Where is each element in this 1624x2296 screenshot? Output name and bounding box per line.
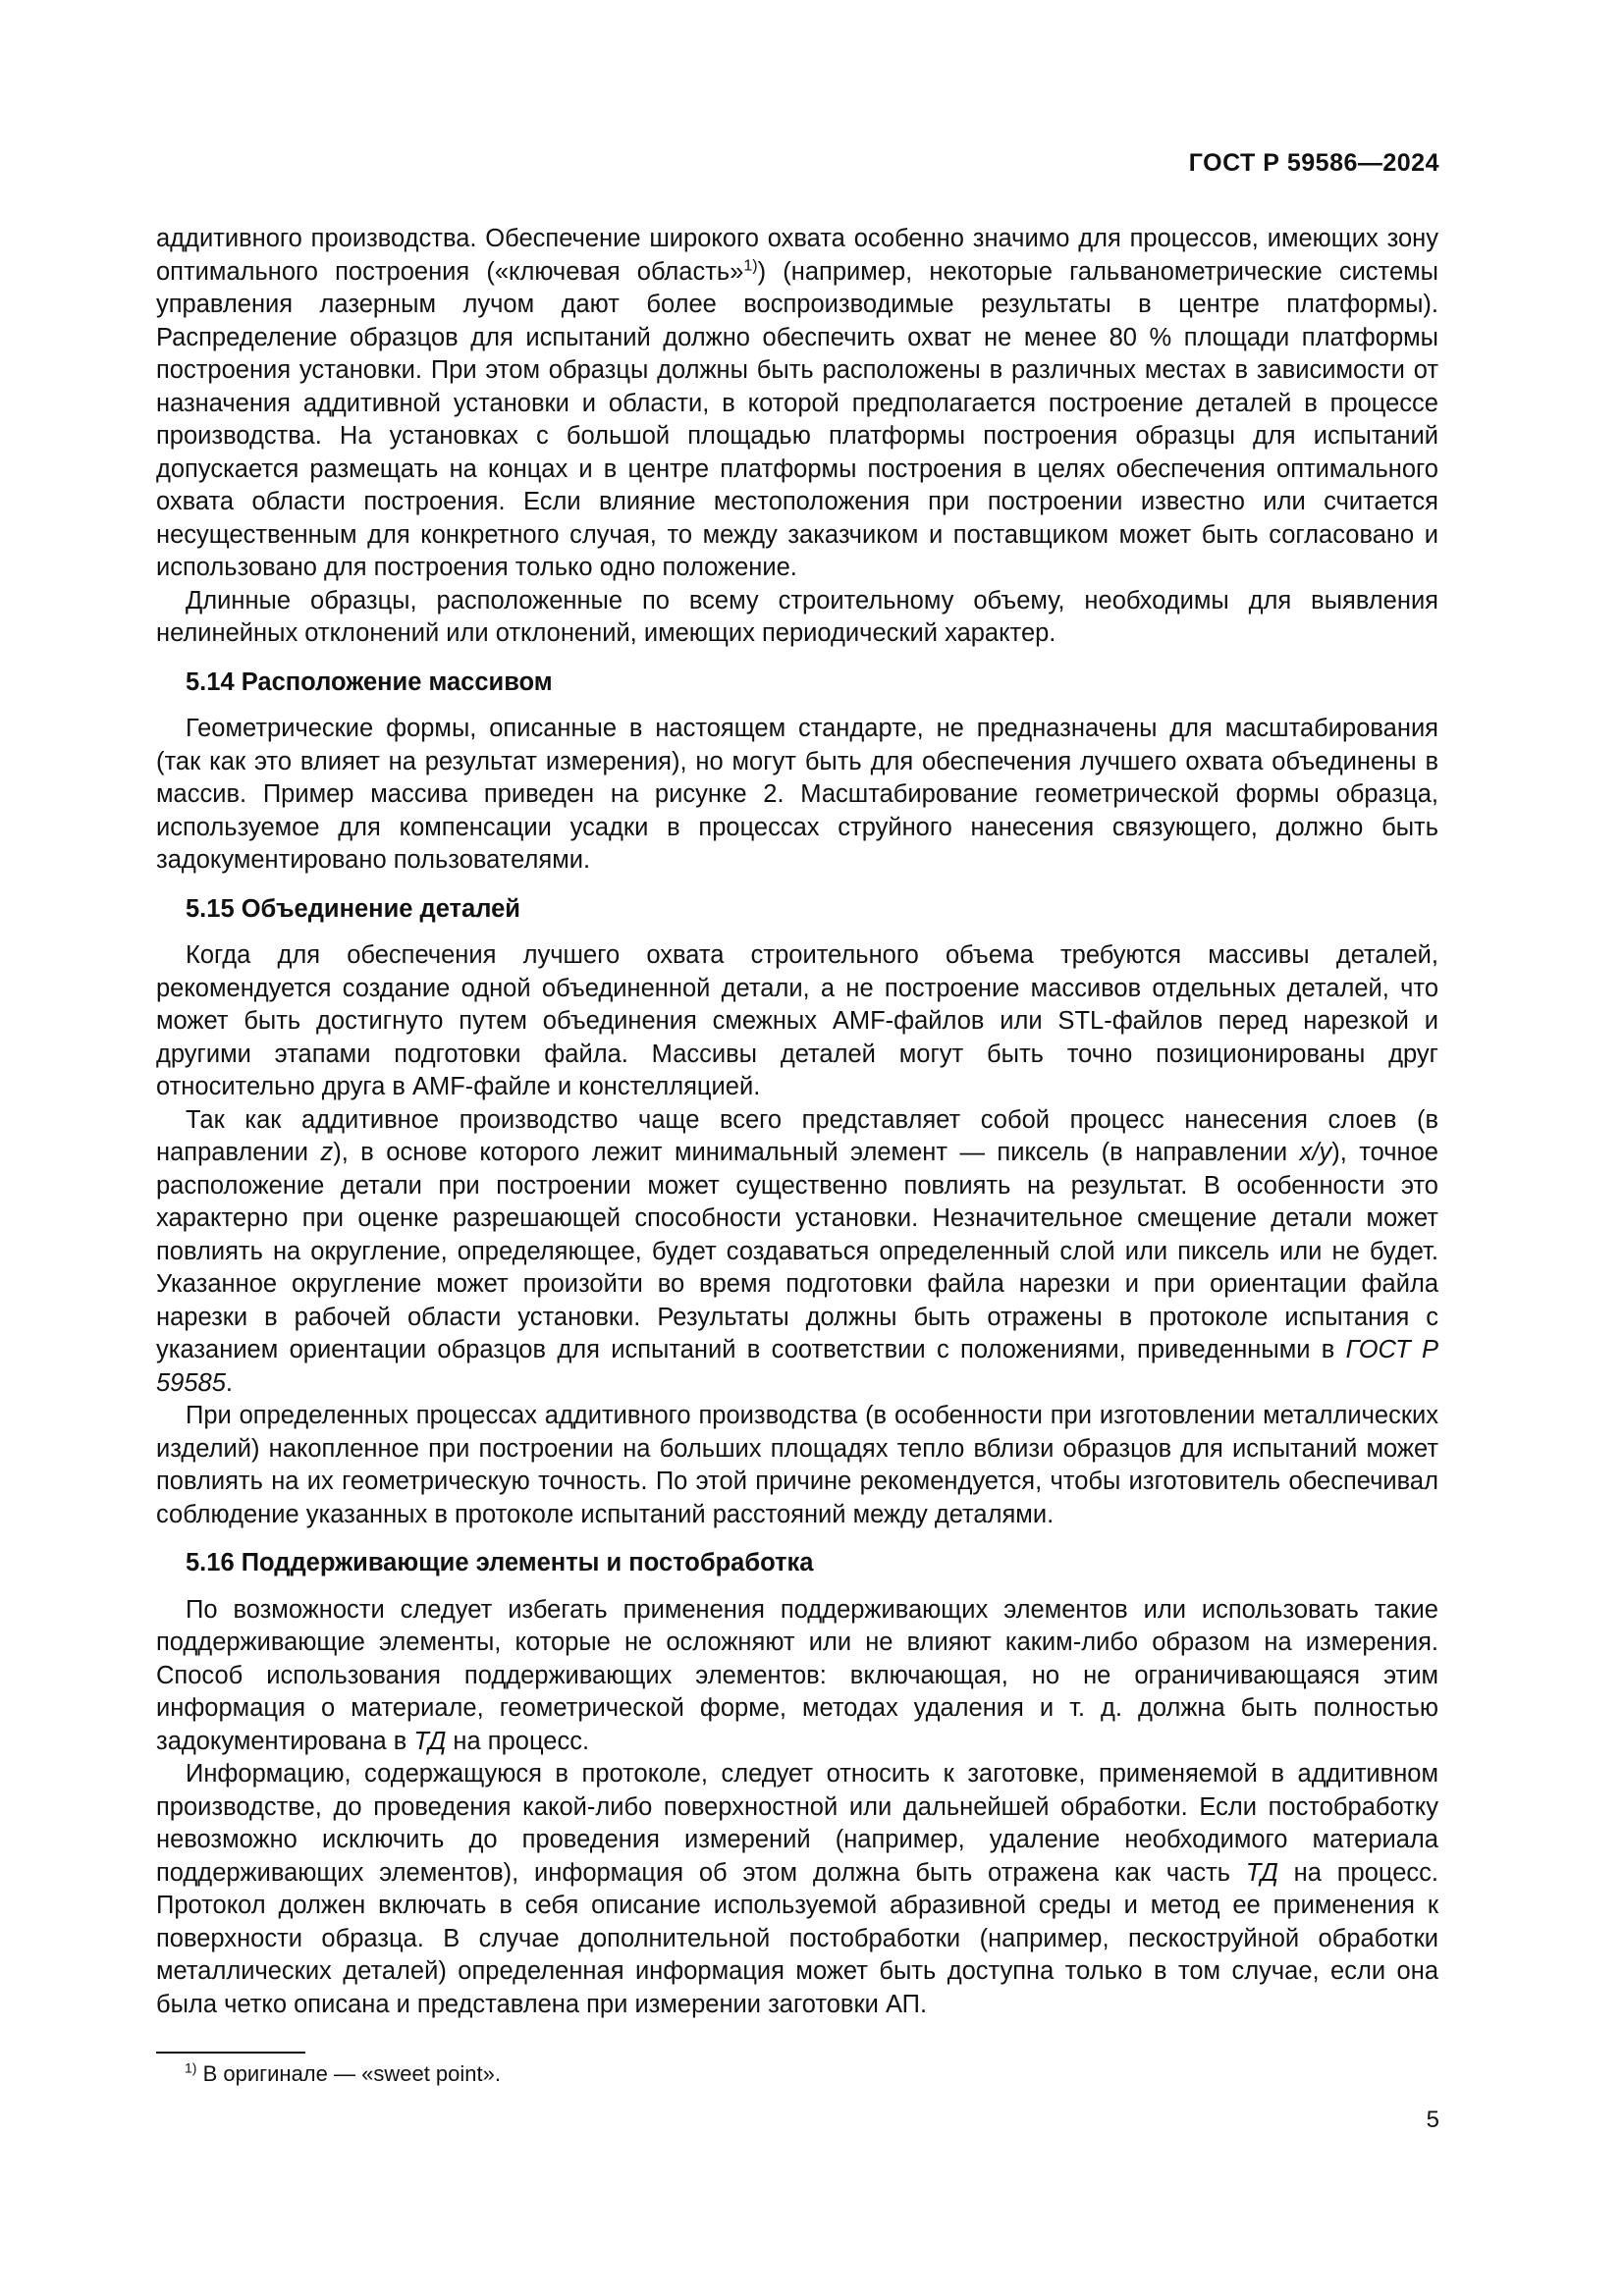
document-designation: ГОСТ Р 59586—2024 (1188, 149, 1439, 177)
paragraph: Так как аддитивное производство чаще всего представляет собой процесс нанесения слоев (в направлении z), в основе которого лежит минимальный элемент — пиксель (в направлении x/y), точное расположение детали при построении может существенно повлиять на результат. В особенности это характерно при оценке разрешающей способности установки. Незначительное смещение детали может повлиять на округление, определяющее, будет создаваться определенный слой или пиксель или не будет. Указанное округление может произойти во время подготовки файла нарезки и при ориентации файла нарезки в рабочей области установки. Результаты должны быть отражены в протоколе испытания с указанием ориентации образцов для испытаний в соответствии с положениями, приведенными в ГОСТ Р 59585. (156, 1105, 1438, 1397)
footnote-marker: 1) (185, 2059, 197, 2076)
paragraph: Информацию, содержащуюся в протоколе, следует относить к заготовке, применяемой в аддитивном производстве, до проведения какой-либо поверхностной или дальнейшей обработки. Если постобработку невозможно исключить до проведения измерений (например, удаление необходимого материала поддерживающих элементов), информация об этом должна быть отражена как часть ТД на процесс. Протокол должен включать в себя описание используемой абразивной среды и метод ее применения к поверхности образца. В случае дополнительной постобработки (например, пескоструйной обработки металлических деталей) определенная информация может быть доступна только в том случае, если она была четко описана и представлена при измерении заготовки АП. (156, 1760, 1438, 2018)
standard-reference: ГОСТ Р 59585 (156, 1336, 1438, 1397)
footnote (185, 2060, 501, 2088)
section-heading-5-15: 5.15 Объединение деталей (186, 894, 520, 923)
paragraph: Длинные образцы, расположенные по всему строительному объему, необходимы для выявления нелинейных отклонений или отклонений, имеющих периодический характер. (156, 586, 1438, 647)
paragraph-continued: аддитивного производства. Обеспечение широкого охвата особенно значимо для процессов, имеющих зону оптимального построения («ключевая область»$^{1)}$) (например, некоторые гальванометрические системы управления лазерным лучом дают более воспроизводимые результаты в центре платформы). Распределение образцов для испытаний должно обеспечить охват не менее 80 % площади платформы построения установки. При этом образцы должны быть расположены в различных местах в зависимости от назначения аддитивной установки и области, в которой предполагается построение деталей в процессе производства. На установках с большой площадью платформы построения образцы для испытаний допускается размещать на концах и в центре платформы построения в целях обеспечения оптимального охвата области построения. Если влияние местоположения при построении известно или считается несущественным для конкретного случая, то между заказчиком и поставщиком может быть согласовано и использовано для построения только одно положение. (156, 225, 1438, 581)
paragraph: При определенных процессах аддитивного производства (в особенности при изготовлении металлических изделий) накопленное при построении на больших площадях тепло вблизи образцов для испытаний может повлиять на их геометрическую точность. По этой причине рекомендуется, чтобы изготовитель обеспечивал соблюдение указанных в протоколе испытаний расстояний между деталями. (156, 1402, 1438, 1528)
footnote-ref: 1) (743, 257, 758, 274)
page-number: 5 (1426, 2107, 1439, 2133)
section-heading-5-16: 5.16 Поддерживающие элементы и постобработка (186, 1549, 814, 1576)
page-body (156, 223, 1438, 2021)
paragraph: Когда для обеспечения лучшего охвата строительного объема требуются массивы деталей, рекомендуется создание одной объединенной детали, а не построение массивов отдельных деталей, что может быть достигнуто путем объединения смежных AMF-файлов или STL-файлов перед нарезкой и другими этапами подготовки файла. Массивы деталей могут быть точно позиционированы друг относительно друга в AMF-файле и констелляцией. (156, 941, 1438, 1100)
section-heading-5-14: 5.14 Расположение массивом (186, 667, 553, 696)
paragraph: Геометрические формы, описанные в настоящем стандарте, не предназначены для масштабирования (так как это влияет на результат измерения), но могут быть для обеспечения лучшего охвата объединены в массив. Пример массива приведен на рисунке 2. Масштабирование геометрической формы образца, используемое для компенсации усадки в процессах струйного нанесения связующего, должно быть задокументировано пользователями. (156, 715, 1438, 874)
paragraph: По возможности следует избегать применения поддерживающих элементов или использовать такие поддерживающие элементы, которые не осложняют или не влияют каким-либо образом на измерения. Способ использования поддерживающих элементов: включающая, но не ограничивающаяся этим информация о материале, геометрической форме, методах удаления и т. д. должна быть полностью задокументирована в ТД на процесс. (156, 1595, 1438, 1755)
footnote-separator (156, 2052, 305, 2054)
footnote-text: В оригинале — «sweet point». (196, 2061, 501, 2086)
